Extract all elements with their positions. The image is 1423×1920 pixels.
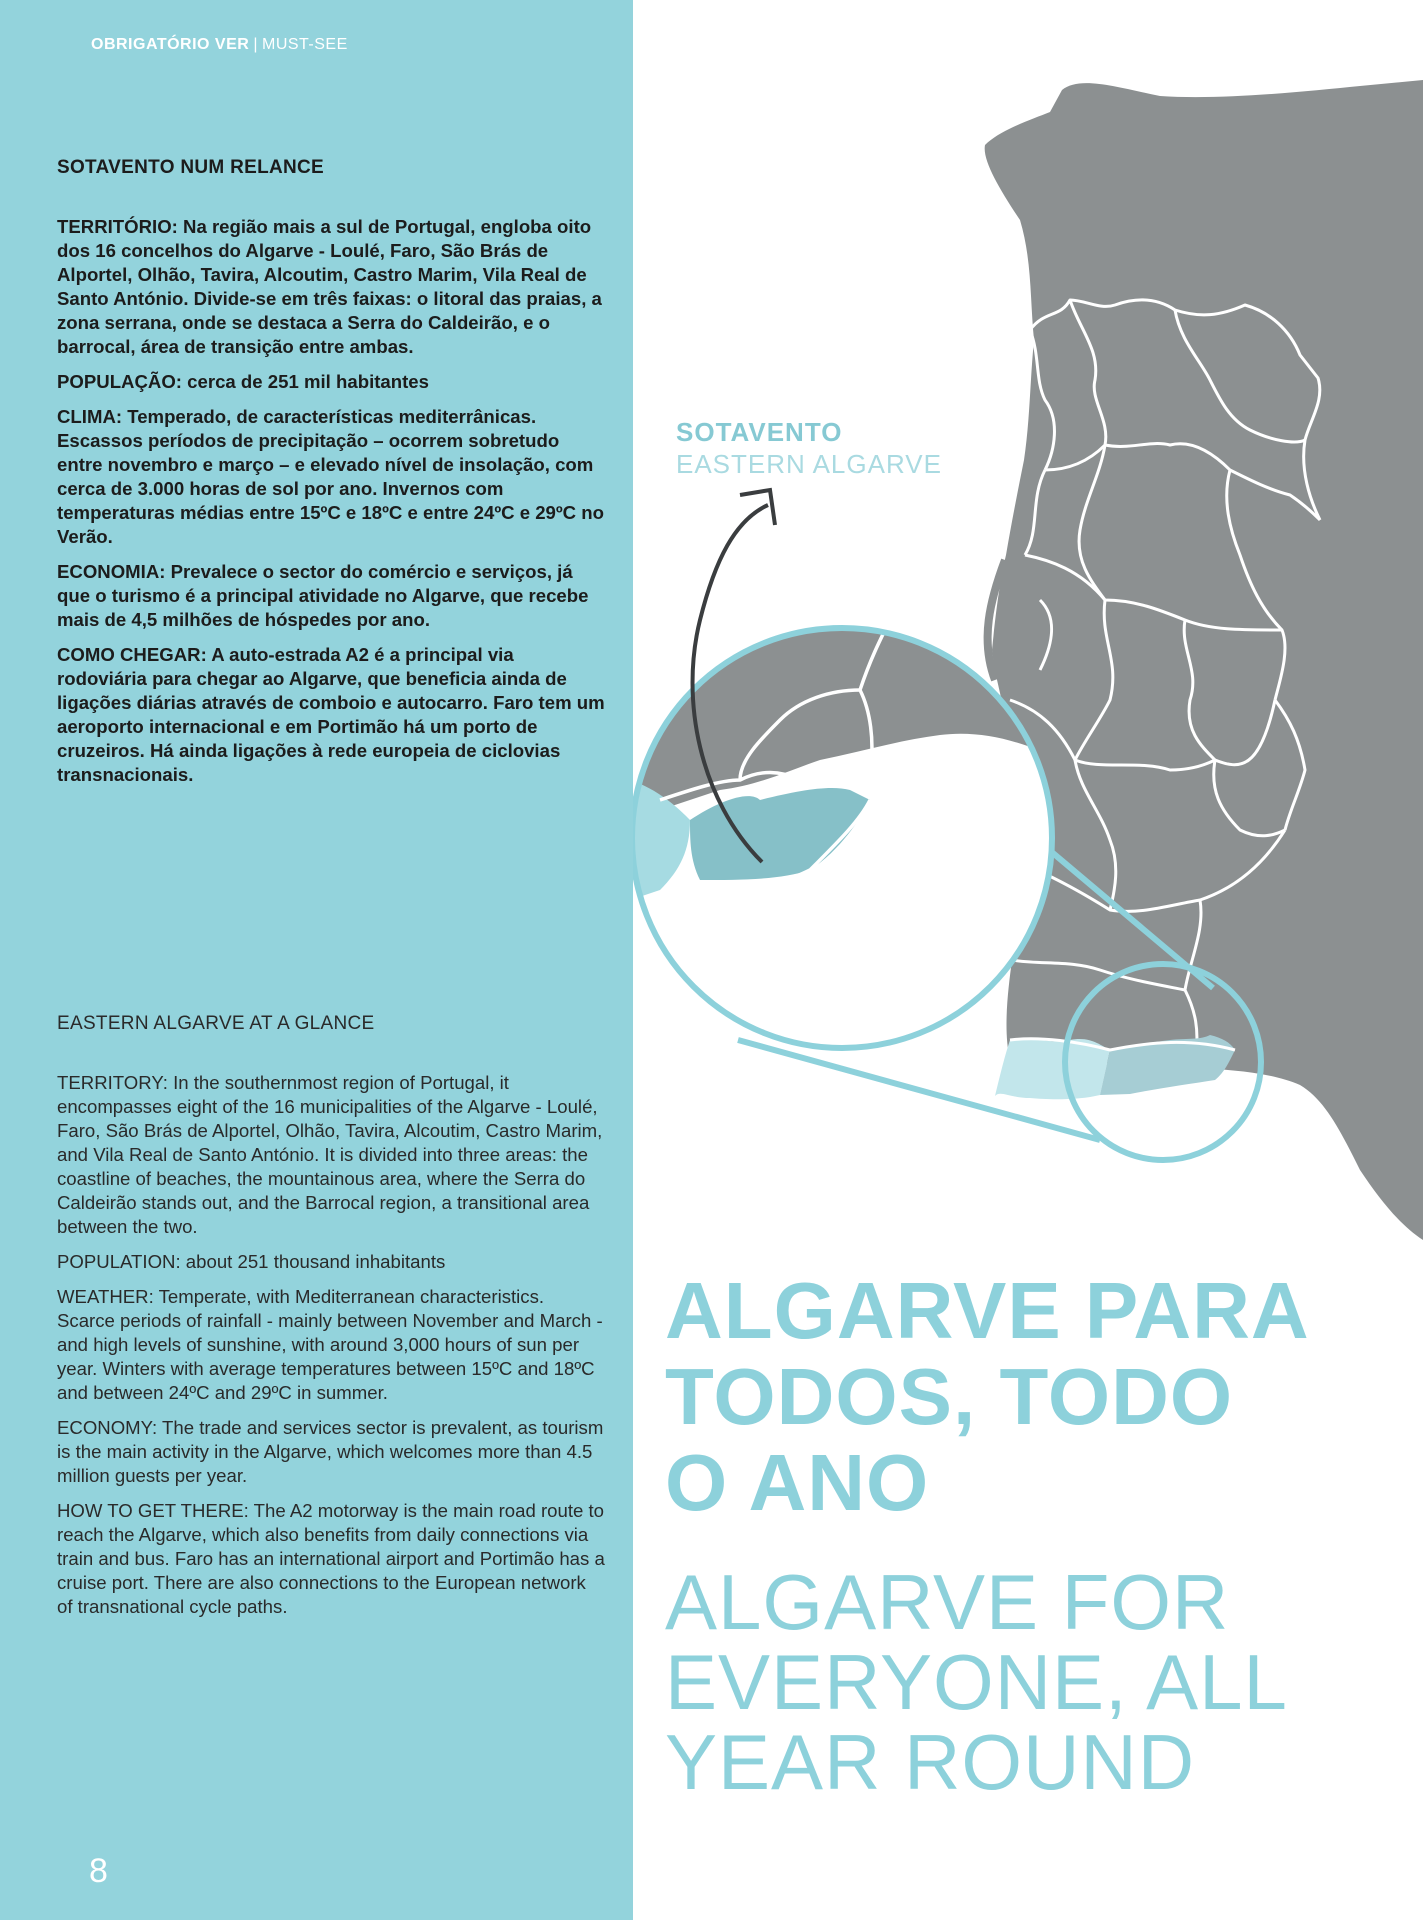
en-heading: EASTERN ALGARVE AT A GLANCE <box>57 1013 375 1034</box>
headline-pt-line3: O ANO <box>665 1438 930 1527</box>
pt-how-to-get: COMO CHEGAR: A auto-estrada A2 é a principal via rodoviária para chegar ao Algarve, que beneficia ainda de ligações diárias através de comboio e autocarro. Faro tem um aeroporto internacional e em Portimão há um porto de cruzeiros. Há ainda ligações à rede europeia de ciclovias transnacionais. <box>57 644 605 785</box>
headline-pt-line2: TODOS, TODO <box>665 1352 1234 1441</box>
headline-pt-line1: ALGARVE PARA <box>665 1266 1310 1355</box>
section-tag-separator: | <box>253 36 258 53</box>
portugal-map <box>633 0 1423 1280</box>
map-label <box>676 416 942 480</box>
pt-territory: TERRITÓRIO: Na região mais a sul de Portugal, engloba oito dos 16 concelhos do Algarve - Loulé, Faro, São Brás de Alportel, Olhão, Tavira, Alcoutim, Castro Marim, Vila Real de Santo António. Divide-se em três faixas: o litoral das praias, a zona serrana, onde se destaca a Serra do Caldeirão, e o barrocal, área de transição entre ambas. <box>57 216 602 357</box>
pt-population: POPULAÇÃO: cerca de 251 mil habitantes <box>57 371 429 392</box>
map-label-en: EASTERN ALGARVE <box>676 449 942 479</box>
section-tag <box>91 36 348 54</box>
headline <box>665 1266 1405 1806</box>
pt-heading: SOTAVENTO NUM RELANCE <box>57 157 325 178</box>
headline-en-line2: EVERYONE, ALL <box>665 1638 1288 1726</box>
barlavento-region <box>995 1039 1110 1100</box>
section-tag-en: MUST-SEE <box>261 36 348 53</box>
map-label-pt: SOTAVENTO <box>676 417 843 447</box>
en-economy: ECONOMY: The trade and services sector is prevalent, as tourism is the main activity in the Algarve, which welcomes more than 4.5 million guests per year. <box>57 1417 604 1486</box>
section-tag-pt: OBRIGATÓRIO VER <box>91 36 250 53</box>
headline-en <box>665 1558 1405 1806</box>
page-number: 8 <box>89 1852 108 1890</box>
headline-pt <box>665 1268 1405 1526</box>
english-column <box>57 1012 605 1630</box>
en-territory: TERRITORY: In the southernmost region of Portugal, it encompasses eight of the 16 municipalities of the Algarve - Loulé, Faro, São Brás de Alportel, Olhão, Tavira, Alcoutim, Castro Marim, and Vila Real de Santo António. It is divided into three areas: the coastline of beaches, the mountainous area, where the Serra do Caldeirão stands out, and the Barrocal region, a transitional area between the two. <box>57 1072 603 1237</box>
pt-climate: CLIMA: Temperado, de características mediterrânicas. Escassos períodos de precipitação – ocorrem sobretudo entre novembro e março – e elevado nível de insolação, com cerca de 3.000 horas de sol por ano. Invernos com temperaturas médias entre 15ºC e 18ºC e entre 24ºC e 29ºC no Verão. <box>57 406 604 547</box>
en-how-to-get: HOW TO GET THERE: The A2 motorway is the main road route to reach the Algarve, which also benefits from daily connections via train and bus. Faro has an international airport and Portimão has a cruise port. There are also connections to the European network of transnational cycle paths. <box>57 1500 605 1617</box>
en-weather: WEATHER: Temperate, with Mediterranean characteristics. Scarce periods of rainfall - mainly between November and March - and high levels of sunshine, with around 3,000 hours of sun per year. Winters with average temperatures between 15ºC and 18ºC and between 24ºC and 29ºC in summer. <box>57 1286 603 1403</box>
en-population: POPULATION: about 251 thousand inhabitants <box>57 1251 446 1272</box>
headline-en-line3: YEAR ROUND <box>665 1718 1196 1806</box>
pt-economy: ECONOMIA: Prevalece o sector do comércio e serviços, já que o turismo é a principal atividade no Algarve, que recebe mais de 4,5 milhões de hóspedes por ano. <box>57 561 589 630</box>
portuguese-column <box>57 156 605 798</box>
headline-en-line1: ALGARVE FOR <box>665 1558 1230 1646</box>
